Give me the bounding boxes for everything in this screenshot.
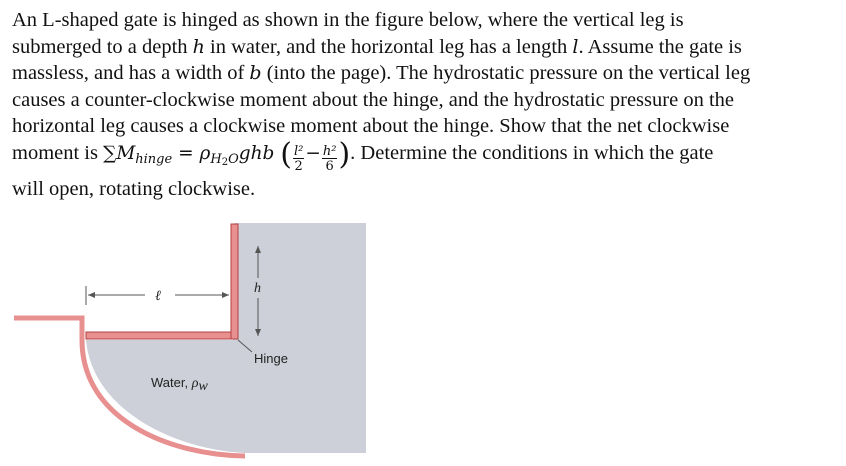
problem-line-7: will open, rotating clockwise.: [12, 178, 256, 200]
label-hinge: Hinge: [254, 351, 288, 366]
text-fragment: (into the page). The hydrostatic pressure on the vertical leg: [261, 62, 751, 84]
sub-o: O: [228, 151, 239, 167]
problem-line-1: An L-shaped gate is hinged as shown in the figure below, where the vertical leg is: [12, 9, 684, 31]
text-fragment: submerged to a depth: [12, 35, 193, 58]
var-b: b: [249, 62, 262, 84]
water-rho-sub: w: [198, 379, 208, 394]
label-l: ℓ: [155, 289, 161, 304]
text-fragment: moment is: [12, 141, 104, 164]
gate-horizontal-leg: [86, 332, 238, 339]
text-fragment: in water, and the horizontal leg has a length: [204, 35, 573, 58]
moment-subscript: hinge: [135, 151, 173, 167]
problem-line-4: causes a counter-clockwise moment about the hinge, and the hydrostatic pressure on the: [12, 88, 734, 111]
problem-line-5: horizontal leg causes a clockwise moment about the hinge. Show that the net clockwise: [12, 115, 730, 137]
frac-den: 6: [325, 158, 334, 174]
rho-symbol: ρ: [199, 142, 211, 164]
text-fragment: . Assume the gate is: [578, 35, 742, 58]
sub-2: 2: [221, 156, 229, 168]
water-rho: ρ: [191, 376, 199, 391]
gate-vertical-leg: [231, 224, 238, 339]
text-fragment: massless, and has a width of: [12, 62, 250, 84]
sum-symbol: ∑: [103, 142, 117, 164]
right-paren: ): [338, 136, 351, 172]
sub-h: H: [210, 151, 222, 167]
frac-num: l²: [293, 143, 304, 159]
frac-num: h²: [322, 143, 337, 159]
minus-sign: −: [305, 142, 321, 164]
ghb-symbols: ghb: [238, 142, 275, 164]
frac-den: 2: [294, 158, 303, 174]
equals-sign: =: [172, 142, 200, 164]
water-word: Water,: [151, 375, 192, 390]
moment-symbol: M: [116, 142, 136, 164]
text-fragment: . Determine the conditions in which the gate: [350, 141, 714, 164]
var-l: l: [572, 35, 579, 58]
left-paren: (: [280, 136, 292, 172]
label-h: h: [254, 281, 261, 296]
var-h: h: [192, 35, 205, 58]
